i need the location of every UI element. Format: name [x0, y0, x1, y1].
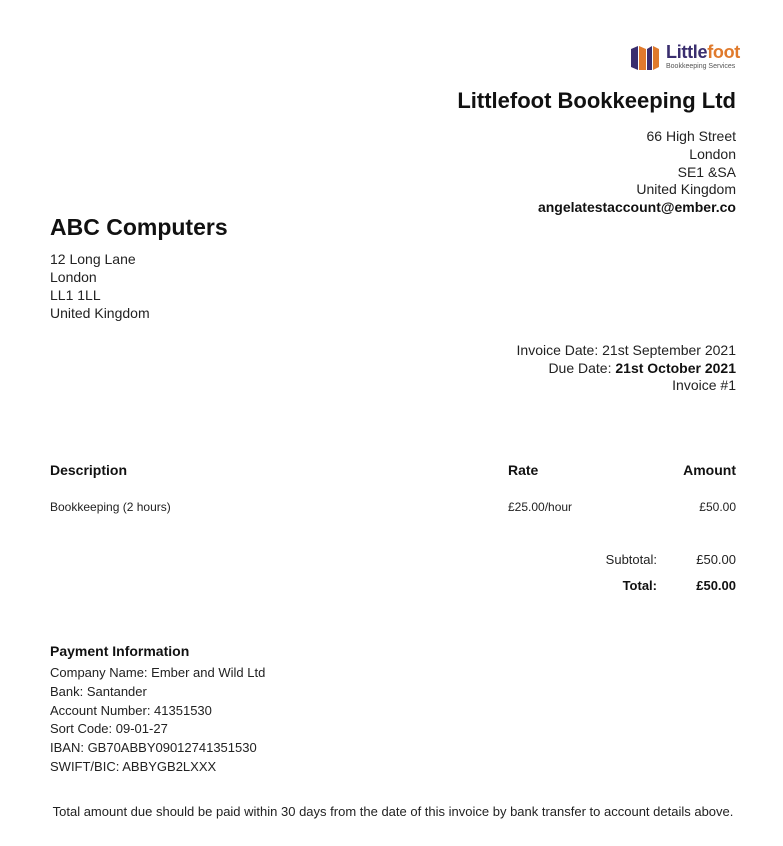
company-address-line: 66 High Street — [646, 128, 736, 144]
payment-line: Company Name: Ember and Wild Ltd — [50, 665, 266, 680]
row-rate: £25.00/hour — [508, 500, 573, 514]
total-value: £50.00 — [696, 578, 736, 593]
payment-line: SWIFT/BIC: ABBYGB2LXXX — [50, 758, 217, 774]
due-date-row — [517, 360, 736, 378]
client-address-line: United Kingdom — [50, 305, 150, 321]
logo-word-part1: Little — [666, 42, 708, 62]
subtotal-value: £50.00 — [696, 552, 736, 567]
client-address-line: 12 Long Lane — [50, 251, 136, 267]
invoice-number: Invoice #1 — [672, 377, 736, 393]
due-date-label: Due Date: — [548, 359, 612, 376]
row-description: Bookkeeping (2 hours) — [50, 500, 171, 514]
client-address — [50, 250, 150, 322]
column-header-amount: Amount — [683, 462, 736, 478]
invoice-date-row — [517, 342, 736, 360]
client-name: ABC Computers — [50, 214, 228, 240]
company-name: Littlefoot Bookkeeping Ltd — [457, 88, 736, 113]
company-address-line: London — [689, 145, 736, 162]
total-label: Total: — [622, 578, 657, 593]
company-logo — [630, 44, 740, 74]
company-email: angelatestaccount@ember.co — [537, 199, 736, 216]
logo-wordmark — [666, 42, 740, 63]
company-address-line: SE1 &SA — [677, 163, 736, 180]
payment-line: IBAN: GB70ABBY09012741351530 — [50, 740, 257, 756]
invoice-date-label: Invoice Date: — [516, 342, 599, 358]
company-address — [538, 128, 736, 217]
payment-line: Bank: Santander — [50, 683, 147, 699]
column-header-rate: Rate — [508, 462, 539, 478]
subtotal-label: Subtotal: — [605, 552, 657, 567]
client-address-line: London — [50, 269, 97, 285]
row-amount: £50.00 — [699, 500, 736, 514]
client-address-line: LL1 1LL — [50, 287, 101, 303]
payment-line: Account Number: 41351530 — [50, 702, 212, 718]
payment-line: Sort Code: 09-01-27 — [50, 721, 168, 737]
payment-terms-footer: Total amount due should be paid within 30 days from the date of this invoice by bank transfer to account details above. — [52, 804, 734, 819]
company-address-line: United Kingdom — [636, 181, 736, 198]
payment-details — [50, 664, 265, 777]
invoice-date: 21st September 2021 — [602, 342, 736, 358]
invoice-meta — [517, 342, 736, 395]
logo-word-part2: foot — [707, 42, 740, 62]
book-icon — [630, 45, 660, 71]
due-date: 21st October 2021 — [615, 359, 736, 376]
logo-tagline: Bookkeeping Services — [666, 63, 736, 70]
column-header-description: Description — [50, 462, 128, 478]
payment-title: Payment Information — [50, 643, 190, 659]
